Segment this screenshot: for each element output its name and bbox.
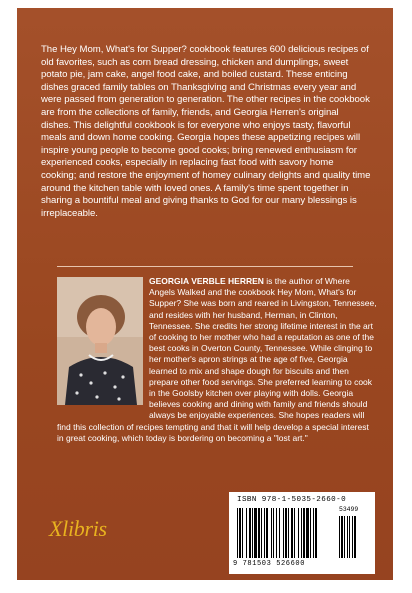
author-bio [57,276,377,444]
price-code: 53499 [339,506,359,513]
author-name: GEORGIA VERBLE HERREN [149,276,264,286]
barcode-icon [237,508,371,560]
ean-digits: 9 781503 526600 [233,560,306,568]
back-cover [17,8,393,580]
isbn-label: ISBN 978-1-5035-2660-0 [237,496,347,504]
author-bio-text: is the author of Where Angels Walked and the cookbook Hey Mom, What's for Supper? She was born and reared in Livingston, Tennessee, and resides with her husband, Herman, in Clinton, Tennessee. She credits her strong lifetime interest in the art of cooking to her mother who had a reputation as one of the best cooks in Overton County, Tennessee. While clinging to her mother's apron strings at the age of five, Georgia learned to mix and shape dough for biscuits and then prepare other food servings. She preferred learning to cook in the Goolsby kitchen over playing with dolls. Georgia believes cooking and dining with family and friends should always be enjoyable experiences. She hopes readers will find this collection of recipes tempting and that it will help develop a special interest in great cooking, which today is bordering on becoming a "lost art." [57,276,377,443]
section-divider [57,266,353,267]
barcode-panel [229,492,375,574]
publisher-logo: Xlibris [49,516,107,541]
book-description: The Hey Mom, What's for Supper? cookbook features 600 delicious recipes of old favorites, such as corn bread dressing, chicken and dumplings, sweet potato pie, jam cake, angel food cake, and boiled custard. These enticing dishes graced family tables on Thanksgiving and Christmas every year and were passed from generation to generation. The other recipes in the cookbook are from the collections of family, friends, and Georgia Herren's original dishes. This delightful cookbook is for everyone who enjoys tasty, flavorful meals and down home cooking. Georgia hopes these appetizing recipes will inspire young people to become good cooks; bring renewed enthusiasm for experienced cooks, especially in replacing fast food with savory home cooking; and restore the enjoyment of homey culinary delights and quality time around the kitchen table with loved ones. A family's time spent together in sharing a bountiful meal and giving thanks to God for our many blessings is irreplaceable. [41,44,371,219]
